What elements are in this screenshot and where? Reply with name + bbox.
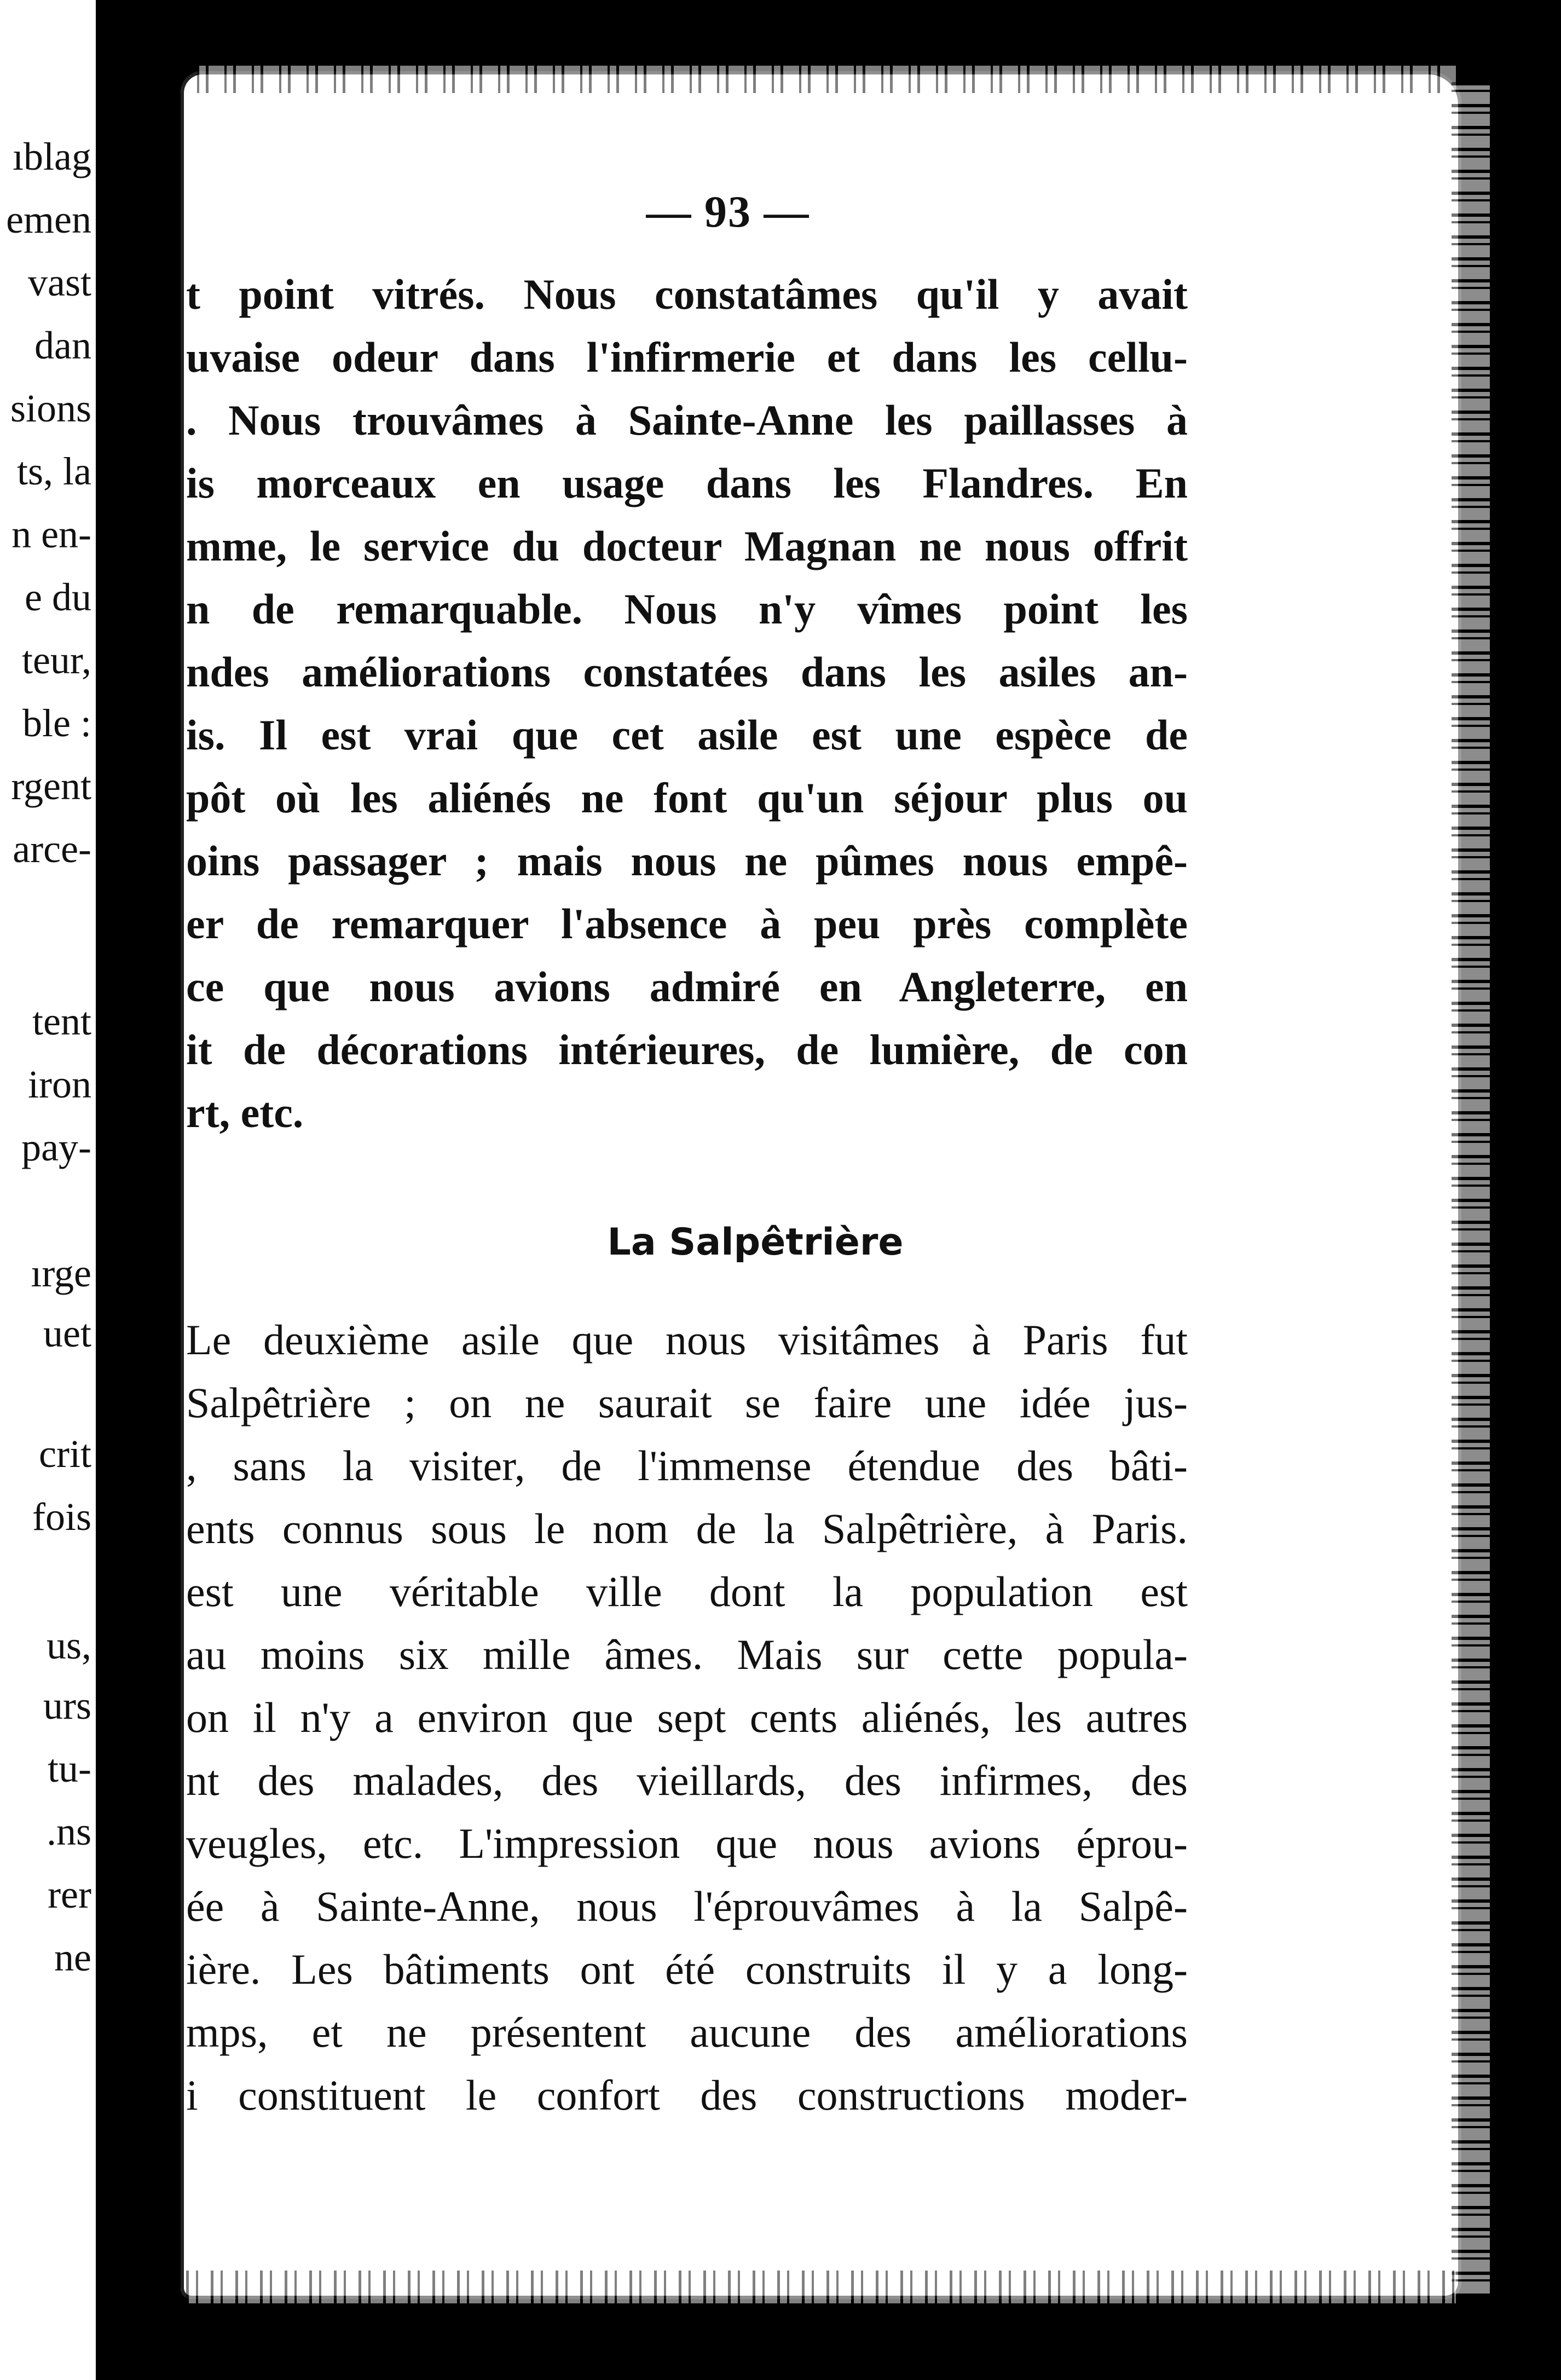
text-line: t point vitrés. Nous constatâmes qu'il y avait (186, 270, 1188, 318)
prev-page-fragment: vast (28, 261, 91, 304)
prev-page-fragment: .ns (46, 1810, 91, 1853)
text-line: is morceaux en usage dans les Flandres. En (186, 459, 1188, 507)
prev-page-fragment: rer (48, 1873, 91, 1916)
prev-page-fragment: urs (43, 1684, 91, 1728)
prev-page-fragment: rgent (11, 764, 91, 808)
text-line: ée à Sainte-Anne, nous l'éprouvâmes à la Salpê- (186, 1882, 1188, 1930)
scan-noise-bottom (186, 2271, 1456, 2303)
text-line: i constituent le confort des constructions moder- (186, 2071, 1188, 2119)
scan-noise-right (1452, 82, 1490, 2294)
prev-page-fragment: iron (28, 1062, 91, 1106)
book-page (181, 71, 1461, 2299)
text-line: , sans la visiter, de l'immense étendue des bâti- (186, 1442, 1188, 1489)
prev-page-fragment: ırge (31, 1251, 91, 1295)
text-line: er de remarquer l'absence à peu près complète (186, 900, 1188, 948)
prev-page-fragment: ble : (22, 701, 91, 745)
text-line: Salpêtrière ; on ne saurait se faire une idée jus- (186, 1379, 1188, 1426)
prev-page-fragment: pay- (21, 1125, 91, 1169)
text-line: is. Il est vrai que cet asile est une espèce de (186, 711, 1188, 759)
text-line: ce que nous avions admiré en Angleterre, en (186, 963, 1188, 1010)
prev-page-fragment: n en- (11, 512, 91, 556)
previous-page-strip (0, 0, 96, 2380)
text-line: on il n'y a environ que sept cents aliénés, les autres (186, 1694, 1188, 1741)
text-line: n de remarquable. Nous n'y vîmes point les (186, 585, 1188, 633)
prev-page-fragment: tent (32, 1000, 91, 1043)
prev-page-fragment: e du (25, 575, 91, 619)
prev-page-fragment: arce- (13, 827, 91, 871)
text-line: Le deuxième asile que nous visitâmes à Paris fut (186, 1316, 1188, 1364)
prev-page-fragment: ne (54, 1936, 91, 1979)
text-line: uvaise odeur dans l'infirmerie et dans les cellu- (186, 333, 1188, 381)
section-heading: La Salpêtrière (607, 1221, 904, 1264)
prev-page-fragment: fois (32, 1495, 91, 1539)
text-line: ndes améliorations constatées dans les asiles an- (186, 648, 1188, 696)
scan-noise-top (197, 66, 1456, 93)
text-line: ière. Les bâtiments ont été construits il y a long- (186, 1945, 1188, 1993)
page-number: — 93 — (646, 187, 810, 236)
paragraph-2 (186, 1308, 1188, 2127)
prev-page-fragment: teur, (21, 638, 91, 682)
prev-page-fragment: dan (34, 324, 91, 367)
text-line: mps, et ne présentent aucune des améliorations (186, 2008, 1188, 2056)
text-line: ents connus sous le nom de la Salpêtrière, à Paris. (186, 1505, 1188, 1552)
text-line: au moins six mille âmes. Mais sur cette popula- (186, 1631, 1188, 1678)
text-line: est une véritable ville dont la population est (186, 1568, 1188, 1615)
prev-page-fragment: tu- (48, 1747, 91, 1790)
text-line: it de décorations intérieures, de lumière, de con (186, 1026, 1188, 1073)
text-line: . Nous trouvâmes à Sainte-Anne les paillasses à (186, 396, 1188, 444)
paragraph-1 (186, 263, 1188, 1144)
text-line: nt des malades, des vieillards, des infirmes, des (186, 1757, 1188, 1804)
text-line: veugles, etc. L'impression que nous avions éprou- (186, 1819, 1188, 1867)
prev-page-fragment: us, (46, 1624, 91, 1667)
text-line: rt, etc. (186, 1089, 304, 1136)
prev-page-fragment: ts, la (17, 449, 91, 493)
prev-page-fragment: crit (39, 1432, 91, 1476)
text-line: oins passager ; mais nous ne pûmes nous empê- (186, 837, 1188, 885)
prev-page-fragment: ıblag (13, 135, 91, 178)
text-line: pôt où les aliénés ne font qu'un séjour plus ou (186, 774, 1188, 822)
prev-page-fragment: uet (43, 1312, 91, 1355)
prev-page-fragment: emen (6, 198, 91, 241)
prev-page-fragment: sions (10, 386, 91, 430)
text-line: mme, le service du docteur Magnan ne nous offrit (186, 522, 1188, 570)
